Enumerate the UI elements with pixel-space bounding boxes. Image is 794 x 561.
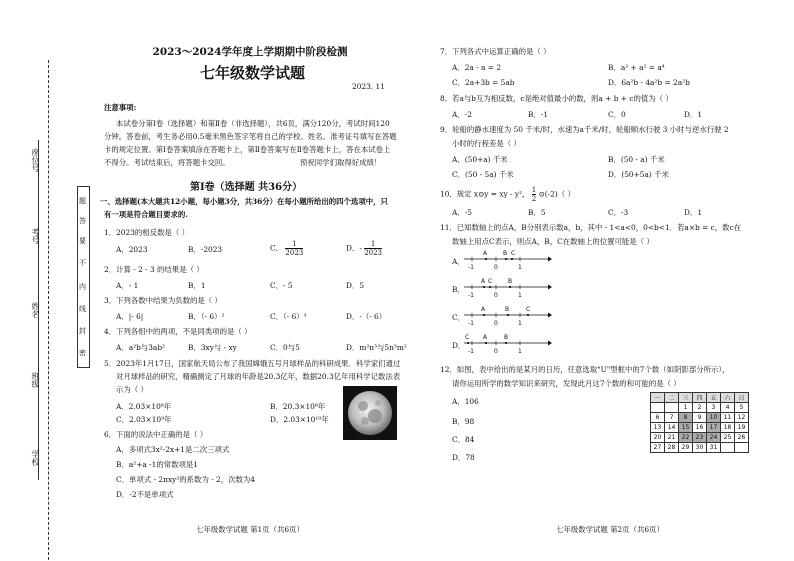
q6-option-c: C．单项式 - 2πxy²的系数为 - 2，次数为4 [116, 475, 256, 484]
calendar-cell: 25 [721, 433, 735, 443]
calendar-cell: 1 [679, 403, 693, 413]
q12-option-b: B．98 [452, 417, 475, 426]
q4-option-a: A．a²b与3ab² [116, 343, 166, 352]
seal-char: 题 [79, 197, 86, 205]
q8-option-b: B．-1 [528, 110, 549, 119]
calendar-row [651, 423, 749, 433]
calendar-cell [735, 443, 749, 453]
calendar-cell: 29 [679, 443, 693, 453]
q5-stem: 示为（ ） [116, 385, 148, 394]
point-label: B [504, 334, 509, 341]
q12-option-a: A．106 [452, 397, 479, 406]
moon-icon [343, 386, 397, 440]
calendar-head-cell: 二 [665, 393, 679, 403]
q2-option-a: A．- 1 [116, 281, 139, 290]
q1-stem: 1．2023的相反数是（ ） [104, 228, 189, 237]
q3-stem: 3．下列各数中结果为负数的是（ ） [104, 296, 222, 305]
number-line-a [462, 248, 552, 270]
calendar-cell-shaded: 23 [693, 433, 707, 443]
tick-label: 0 [494, 320, 498, 326]
seal-char: 要 [79, 237, 86, 245]
q11-option-d: D． [452, 341, 466, 350]
tick-label: 1 [518, 348, 522, 354]
q5-option-d: D．2.03×10¹⁰年 [270, 415, 329, 424]
q7-option-c: C．2a+3b = 5ab [452, 78, 515, 87]
seal-char: 密 [79, 349, 86, 357]
calendar-head-cell: 一 [651, 393, 665, 403]
calendar-cell: 12 [735, 413, 749, 423]
tick-label: 0 [494, 264, 498, 270]
q12-stem: 请你运用所学的数学知识来研究，发现此月这7个数的和可能的是（ ） [452, 379, 681, 388]
calendar-cell: 26 [735, 433, 749, 443]
q3-option-b: B．（- 6）² [188, 312, 225, 321]
fill-line [38, 140, 39, 480]
calendar-cell: 11 [721, 413, 735, 423]
q1-fraction-c [285, 240, 303, 257]
number-line-c [462, 304, 552, 326]
right-footer: 七年级数学试题 第2页（共6页） [556, 525, 664, 534]
point-label: A [483, 334, 488, 341]
q5-option-b: B．20.3×10⁸年 [270, 402, 326, 411]
tick-label: 0 [494, 348, 498, 354]
notes-title: 注意事项: [104, 103, 137, 112]
calendar-cell: 30 [693, 443, 707, 453]
q10-stem-b: ⊙(-2)（ ） [538, 189, 575, 199]
q11-stem: 数轴上用点C表示，则点A，B，C在数轴上的位置可能是（ ） [452, 237, 654, 246]
calendar-table [650, 392, 749, 453]
q7-option-b: B．a² + a² = a⁴ [608, 63, 665, 72]
calendar-cell: 4 [721, 403, 735, 413]
q11-option-b: B． [452, 285, 465, 294]
notes-line: 预祝同学们取得好成绩！ [300, 158, 382, 167]
tick-label: -1 [468, 320, 474, 326]
q4-stem: 4．下列各组中的两项，不是同类项的是（ ） [104, 327, 252, 336]
point-label: C [488, 278, 493, 285]
frac-den: 2 [531, 195, 537, 203]
tick-label: 1 [518, 320, 522, 326]
section-title: 第Ⅰ卷（选择题 共36分） [190, 182, 303, 193]
seal-frame [77, 186, 90, 368]
calendar-cell: 14 [665, 423, 679, 433]
class-label: 班级 [31, 372, 40, 388]
seal-char: 封 [79, 327, 86, 335]
q1-option-d [346, 240, 382, 257]
seal-char: 答 [79, 217, 86, 225]
q10-stem [440, 186, 575, 203]
calendar-cell: 21 [665, 433, 679, 443]
calendar-cell: 31 [707, 443, 721, 453]
calendar-cell-shaded: 10 [707, 413, 721, 423]
tick-label: 1 [518, 292, 522, 298]
calendar-cell: 28 [665, 443, 679, 453]
q6-stem: 6．下面的说法中正确的是（ ） [104, 430, 208, 439]
q1-option-a: A．2023 [116, 245, 148, 254]
calendar-cell: 9 [693, 413, 707, 423]
calendar-cell: 18 [721, 423, 735, 433]
exam-date: 2023. 11 [352, 82, 385, 91]
frac-num: 1 [370, 240, 376, 248]
exam-no-label: 考号 [31, 228, 40, 244]
q10-fraction [532, 186, 536, 203]
q4-option-d: D．m²n³与5n³m² [346, 343, 407, 352]
number-line-d [462, 332, 552, 354]
q10-stem-a: 10．规定 x⊙y = xy - y²， [440, 189, 530, 199]
calendar-cell: 5 [735, 403, 749, 413]
calendar-cell: 13 [651, 423, 665, 433]
notes-line: 卡的规定位置。第Ⅰ卷答案填涂在答题卡上，第Ⅱ卷答案写在Ⅱ卷答题卡上，答在本试卷上 [104, 145, 391, 154]
q6-option-a: A．多项式3x²-2x+1是二次三项式 [116, 445, 230, 454]
calendar-cell-shaded: 17 [707, 423, 721, 433]
calendar-cell-shaded: 24 [707, 433, 721, 443]
school-label: 学校 [31, 450, 40, 466]
q3-option-c: C．（- 6）³ [270, 312, 307, 321]
q3-option-d: D．-（- 6） [346, 312, 387, 321]
q7-stem: 7．下列各式中运算正确的是（ ） [440, 47, 551, 56]
q11-option-c: C． [452, 313, 466, 322]
calendar-row [651, 443, 749, 453]
calendar-head-cell: 五 [707, 393, 721, 403]
q12-option-c: C．84 [452, 435, 475, 444]
calendar-cell [721, 443, 735, 453]
q2-stem: 2．计算 - 2 - 3 的结果是（ ） [104, 265, 204, 274]
calendar-cell: 16 [693, 423, 707, 433]
tick-label: -1 [468, 264, 474, 270]
calendar-cell-shaded: 22 [679, 433, 693, 443]
tick-label: 1 [518, 264, 522, 270]
section-intro: 一、选择题(本大题共12小题，每小题3分，共36分）在每小题所给出的四个选项中，只 [100, 197, 388, 206]
q8-option-d: D．1 [684, 110, 703, 119]
left-footer: 七年级数学试题 第1页（共6页） [196, 525, 304, 534]
point-label: B [503, 250, 508, 257]
q9-stem: 9．轮船的静水速度为 50 千米/时，水速为a千米/时，轮船顺水行驶 3 小时与逆水行驶 2 [440, 125, 729, 134]
q10-option-d: D．1 [684, 208, 703, 217]
q9-option-d: D．(50+5a) 千米 [608, 170, 669, 179]
q4-option-c: C．0与5 [270, 343, 300, 352]
q2-option-b: B．1 [188, 281, 206, 290]
calendar-header-row [651, 393, 749, 403]
tick-label: -1 [468, 292, 474, 298]
calendar-cell: 20 [651, 433, 665, 443]
point-label: B [508, 278, 513, 285]
seal-char: 内 [79, 283, 86, 291]
q7-option-a: A．2a - a = 2 [452, 63, 502, 72]
name-label: 姓名 [31, 302, 40, 318]
q4-option-b: B．3xy与 - xy [188, 343, 237, 352]
seat-label: 座位号 [31, 148, 40, 172]
point-label: A [481, 278, 486, 285]
frac-num: 1 [292, 240, 297, 248]
q9-option-c: C．(50 - 5a) 千米 [452, 170, 514, 179]
calendar-cell-shaded: 15 [679, 423, 693, 433]
q7-option-d: D．6a²b - 4a²b = 2a²b [608, 78, 690, 87]
q6-option-d: D．-2不是单项式 [116, 490, 174, 499]
calendar-cell: 2 [693, 403, 707, 413]
exam-title: 2023～2024学年度上学期期中阶段检测 [152, 46, 348, 58]
point-label: A [481, 306, 486, 313]
q1-fraction-d [364, 240, 382, 257]
q1-option-d-label: D．- [346, 243, 362, 253]
q3-option-a: A．|- 6| [116, 312, 144, 321]
q8-option-a: A．-2 [452, 110, 472, 119]
frac-num: 1 [531, 186, 537, 194]
q12-option-d: D．78 [452, 453, 475, 462]
q5-stem: 5．2023年1月17日，国家航天局公布了我国嫦娥五号月球样品的科研成果．科学家们通过 [104, 359, 401, 368]
q10-option-c: C．-3 [608, 208, 629, 217]
q2-option-d: D．5 [346, 281, 365, 290]
calendar-head-cell: 四 [693, 393, 707, 403]
calendar-cell [651, 403, 665, 413]
q8-option-c: C．0 [608, 110, 626, 119]
calendar-cell [665, 403, 679, 413]
calendar-row [651, 433, 749, 443]
calendar-head-cell: 日 [735, 393, 749, 403]
tick-label: 0 [494, 292, 498, 298]
seal-char: 不 [79, 259, 86, 267]
point-label: A [483, 250, 488, 257]
calendar-row [651, 413, 749, 423]
q11-stem: 11．已知数轴上的点A，B分别表示数a，b，其中 - 1<a<0，0<b<1．若a×b = c，数c在 [440, 223, 742, 232]
q10-option-a: A．-5 [452, 208, 472, 217]
binding-margin [0, 0, 70, 561]
point-label: B [505, 306, 510, 313]
q2-option-c: C．- 5 [270, 281, 293, 290]
calendar-cell-shaded: 8 [679, 413, 693, 423]
calendar-cell: 27 [651, 443, 665, 453]
calendar-cell: 7 [665, 413, 679, 423]
q1-option-b: B．-2023 [188, 245, 223, 254]
q10-option-b: B．5 [528, 208, 546, 217]
q12-stem: 12．如图，表中给出的是某月的日历，任意选取"U"型框中的7个数（如阴影部分所示）， [440, 365, 730, 374]
seal-char: 线 [79, 305, 86, 313]
calendar-head-cell: 三 [679, 393, 693, 403]
number-line-b [462, 276, 552, 298]
q5-option-a: A．2.03×10⁸年 [116, 402, 172, 411]
tick-label: -1 [468, 348, 474, 354]
q5-stem: 对月球样品的研究，精确测定了月球的年龄是20.3亿年，数据20.3亿年用科学记数法表 [116, 372, 401, 381]
calendar-cell: 3 [707, 403, 721, 413]
q8-stem: 8．若a与b互为相反数，c是绝对值最小的数，则a + b + c的值为（ ） [440, 94, 673, 103]
notes-line: 不得分。考试结束后，将答题卡交回。 [104, 158, 230, 167]
frac-den: 2023 [285, 249, 304, 257]
point-label: C [526, 306, 531, 313]
notes-line: 本试卷分第Ⅰ卷（选择题）和第Ⅱ卷（非选择题），共6页，满分120分，考试时间120 [116, 119, 390, 128]
section-intro: 有一项是符合题目要求的. [104, 210, 188, 219]
q9-stem: 小时的行程差是（ ） [452, 139, 521, 148]
moon-image [343, 386, 397, 440]
calendar-cell: 6 [651, 413, 665, 423]
calendar-cell: 19 [735, 423, 749, 433]
cut-line [48, 60, 49, 560]
point-label: C [511, 250, 516, 257]
point-label: C [465, 334, 470, 341]
q1-option-c-label: C． [270, 243, 284, 253]
q11-option-a: A． [452, 257, 465, 266]
q6-option-b: B．a²+a -1的常数项是1 [116, 460, 198, 469]
calendar-head-cell: 六 [721, 393, 735, 403]
notes-line: 分钟。答卷前，考生务必用0.5毫米黑色签字笔将自己的学校、姓名、准考证号填写在答题 [104, 132, 397, 141]
q9-option-a: A．(50+a) 千米 [452, 155, 508, 164]
frac-den: 2023 [364, 249, 383, 257]
subject-title: 七年级数学试题 [200, 64, 306, 82]
calendar-row [651, 403, 749, 413]
q1-option-c [270, 240, 303, 257]
q5-option-c: C．2.03×10⁹年 [116, 415, 172, 424]
q9-option-b: B．(50 - a) 千米 [608, 155, 665, 164]
